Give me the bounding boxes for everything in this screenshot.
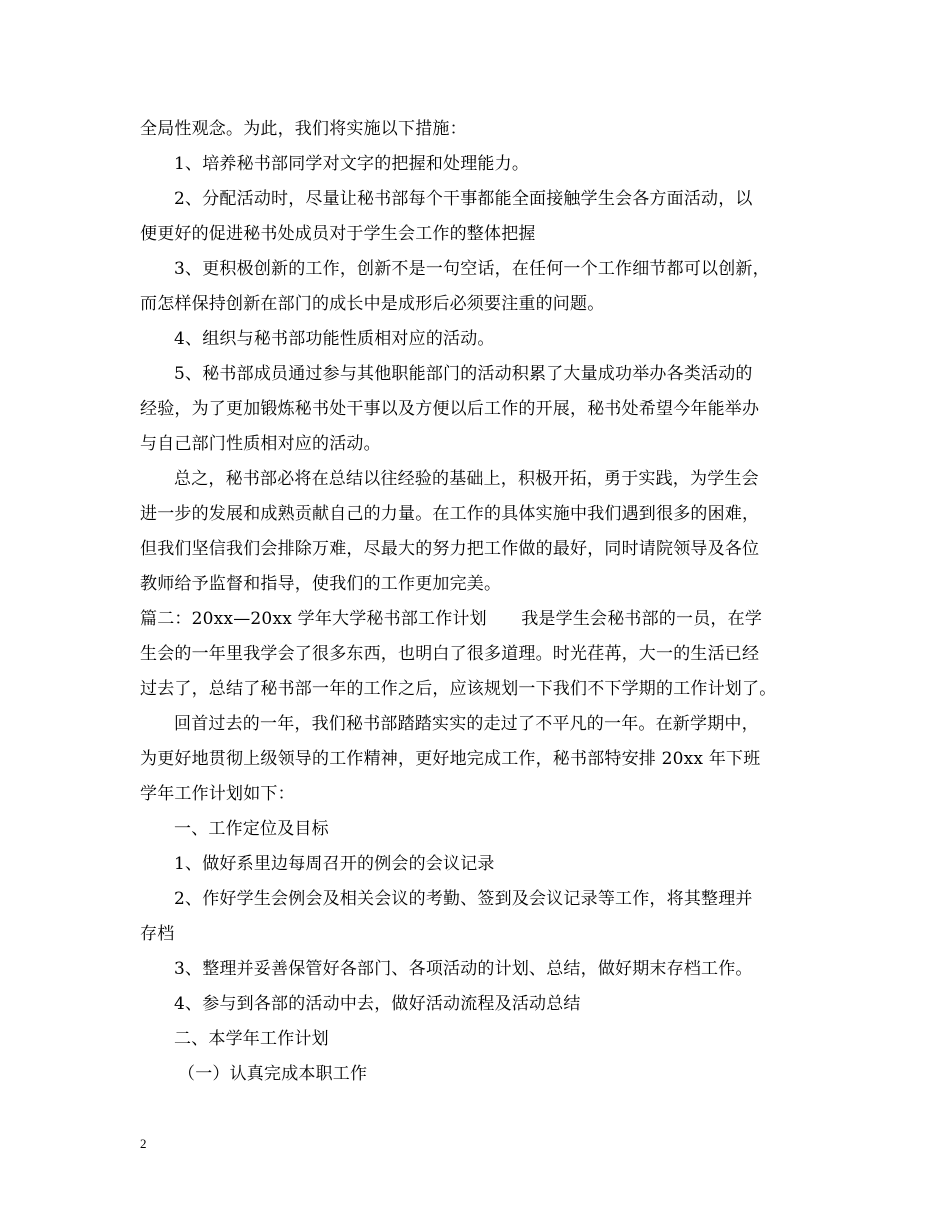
text-line: 回首过去的一年，我们秘书部踏踏实实的走过了不平凡的一年。在新学期中， bbox=[174, 714, 759, 734]
text-line: 但我们坚信我们会排除万难，尽最大的努力把工作做的最好，同时请院领导及各位 bbox=[140, 539, 760, 559]
text-line: 一、工作定位及目标 bbox=[174, 819, 329, 839]
text-line: 为更好地贯彻上级领导的工作精神，更好地完成工作，秘书部特安排 20xx 年下班 bbox=[140, 749, 761, 769]
text-line: 4、参与到各部的活动中去，做好活动流程及活动总结 bbox=[174, 994, 581, 1014]
page-number: 2 bbox=[140, 1136, 147, 1151]
text-line: 学年工作计划如下： bbox=[140, 784, 295, 804]
text-line: 进一步的发展和成熟贡献自己的力量。在工作的具体实施中我们遇到很多的困难， bbox=[140, 504, 760, 524]
text-line: 二、本学年工作计划 bbox=[174, 1029, 329, 1049]
text-line: 与自己部门性质相对应的活动。 bbox=[140, 434, 381, 454]
text-line: 而怎样保持创新在部门的成长中是成形后必须要注重的问题。 bbox=[140, 294, 605, 314]
text-line: 3、整理并妥善保管好各部门、各项活动的计划、总结，做好期末存档工作。 bbox=[174, 959, 753, 979]
text-line: 生会的一年里我学会了很多东西，也明白了很多道理。时光荏苒，大一的生活已经 bbox=[140, 644, 760, 664]
text-line: 全局性观念。为此，我们将实施以下措施： bbox=[140, 119, 467, 139]
text-line: 篇二：20xx—20xx 学年大学秘书部工作计划 我是学生会秘书部的一员，在学 bbox=[140, 609, 763, 629]
text-line: 2、分配活动时，尽量让秘书部每个干事都能全面接触学生会各方面活动，以 bbox=[174, 189, 753, 209]
text-line: 5、秘书部成员通过参与其他职能部门的活动积累了大量成功举办各类活动的 bbox=[174, 364, 753, 384]
text-line: 3、更积极创新的工作，创新不是一句空话，在任何一个工作细节都可以创新， bbox=[174, 259, 770, 279]
text-line: 教师给予监督和指导，使我们的工作更加完美。 bbox=[140, 574, 502, 594]
text-line: 便更好的促进秘书处成员对于学生会工作的整体把握 bbox=[140, 224, 536, 244]
text-line: 2、作好学生会例会及相关会议的考勤、签到及会议记录等工作，将其整理并 bbox=[174, 889, 753, 909]
text-line: 过去了，总结了秘书部一年的工作之后，应该规划一下我们不下学期的工作计划了。 bbox=[140, 679, 777, 699]
text-line: 总之，秘书部必将在总结以往经验的基础上，积极开拓，勇于实践，为学生会 bbox=[174, 469, 759, 489]
text-line: 1、做好系里边每周召开的例会的会议记录 bbox=[174, 854, 495, 874]
text-line: 存档 bbox=[140, 924, 175, 944]
text-line: （一）认真完成本职工作 bbox=[178, 1064, 368, 1084]
text-line: 4、组织与秘书部功能性质相对应的活动。 bbox=[174, 329, 495, 349]
text-line: 经验，为了更加锻炼秘书处干事以及方便以后工作的开展，秘书处希望今年能举办 bbox=[140, 399, 760, 419]
text-line: 1、培养秘书部同学对文字的把握和处理能力。 bbox=[174, 154, 530, 174]
